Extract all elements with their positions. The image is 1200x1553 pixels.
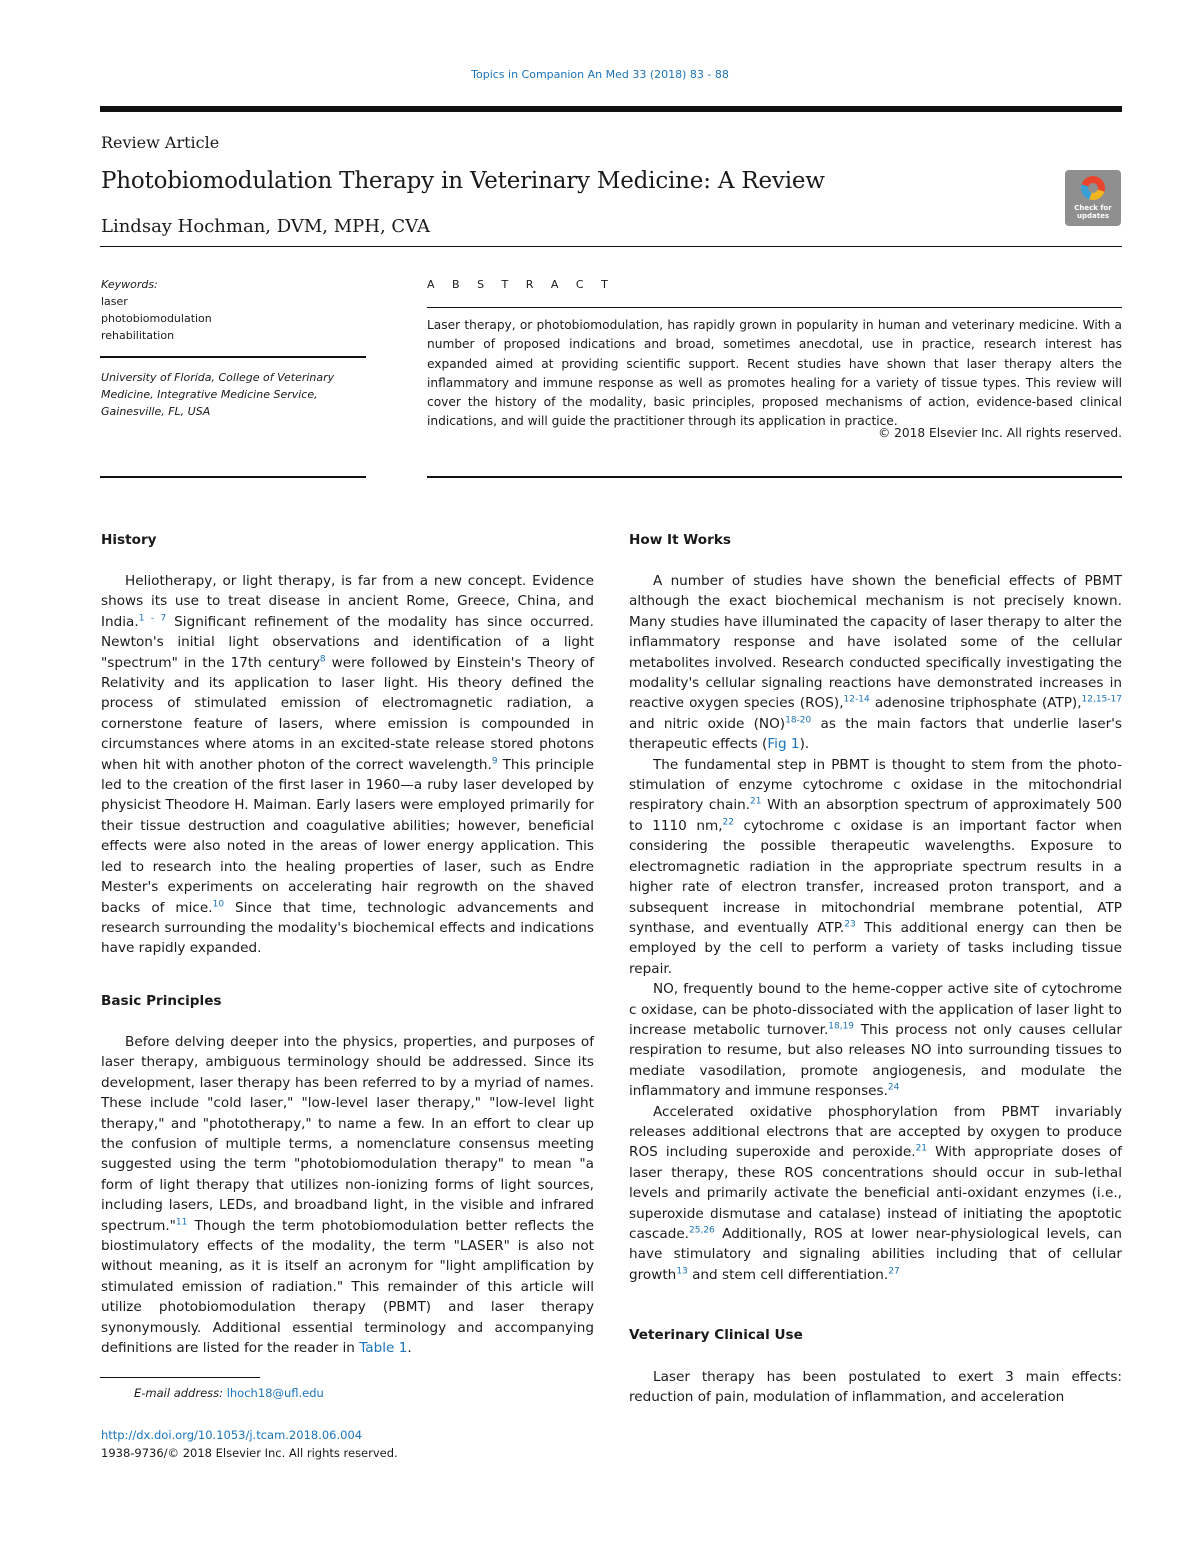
text-run: were followed by Einstein's Theory of Relativity and its application to laser light. His theory defined the process of stimulated emission of electromagnetic radiation, a cornerstone feature of lasers, where emission is compounded in circumstances where atoms in an excited-state release stored photons when hit with another photon of the correct wavelength.: [101, 654, 595, 773]
abstract-divider: [427, 307, 1122, 308]
paragraph: [629, 755, 1122, 979]
citation-link[interactable]: 25,26: [689, 1225, 715, 1236]
paragraph: [629, 571, 1122, 755]
keyword-item: photobiomodulation: [101, 312, 212, 325]
citation-link[interactable]: 9: [491, 756, 498, 767]
paragraph: Laser therapy has been postulated to exert 3 main effects: reduction of pain, modulation of inflammation, and acceleration: [629, 1369, 1122, 1406]
sidebar-divider: [100, 476, 366, 478]
doi-link[interactable]: http://dx.doi.org/10.1053/j.tcam.2018.06.004: [101, 1428, 363, 1442]
email-link[interactable]: lhoch18@ufl.edu: [226, 1386, 324, 1400]
citation-link[interactable]: 24: [887, 1082, 900, 1093]
sidebar-divider: [100, 356, 366, 358]
citation-link[interactable]: 11: [175, 1217, 188, 1228]
email-label: E-mail address:: [134, 1386, 224, 1400]
paragraph: [629, 1102, 1122, 1286]
author-affiliation: University of Florida, College of Veterinary Medicine, Integrative Medicine Service, Gainesville, FL, USA: [101, 371, 335, 418]
footnote-divider: [100, 1377, 260, 1378]
text-run: Additionally, ROS at lower near-physiological levels, can have stimulatory and signaling abilities including that of cellular growth: [629, 1226, 1122, 1283]
citation-link[interactable]: 18-20: [785, 715, 812, 726]
text-run: This principle led to the creation of the first laser in 1960—a ruby laser developed by physicist Theodore H. Maiman. Early lasers were employed primarily for their tissue destruction and coagulative abilities; however, beneficial effects were also noted in the areas of lower energy application. This led to research into the healing properties of laser, such as Endre Mester's experiments on accelerating hair regrowth on the shaved backs of mice.: [101, 756, 594, 916]
citation-link[interactable]: 21: [750, 796, 762, 807]
citation-link[interactable]: 10: [212, 898, 225, 909]
copyright-notice: © 2018 Elsevier Inc. All rights reserved.: [878, 426, 1122, 440]
section-body-veterinary-clinical-use: [629, 1367, 1122, 1408]
text-run: The fundamental step in PBMT is thought to stem from the photo-stimulation of enzyme cytochrome c oxidase in the mitochondrial respiratory chain.: [629, 756, 1122, 814]
article-type-label: Review Article: [101, 133, 220, 152]
citation-link[interactable]: 18,19: [828, 1021, 855, 1032]
text-run: With an absorption spectrum of approximately 500 to 1110 nm,: [629, 797, 1122, 834]
text-run: cytochrome c oxidase is an important factor when considering the possible therapeutic wavelengths. Exposure to electromagnetic radiation in the appropriate spectrum results in a higher rate of electron transfer, increased proton transport, and a subsequent increase in mitochondrial membrane potential, ATP synthase, and eventually ATP.: [629, 817, 1122, 936]
abstract-text: Laser therapy, or photobiomodulation, has rapidly grown in popularity in human and veterinary medicine. With a number of proposed indications and broad, sometimes anecdotal, use in practice, research interest has expanded aimed at providing scientific support. Recent studies have shown that laser therapy alters the inflammatory and immune response as well as promotes healing for a variety of tissue types. This review will cover the history of the modality, basic principles, proposed mechanisms of action, evidence-based clinical indications, and will guide the practitioner through its application in practice.: [427, 318, 1122, 429]
top-divider: [100, 106, 1122, 112]
citation-link[interactable]: 27: [888, 1266, 900, 1277]
text-run: This additional energy can then be employed by the cell to perform a variety of tasks including tissue repair.: [629, 919, 1123, 977]
email-footnote: [134, 1386, 324, 1400]
issn-copyright: 1938-9736/© 2018 Elsevier Inc. All rights reserved.: [101, 1446, 398, 1460]
citation-link[interactable]: 8: [319, 654, 326, 665]
check-for-updates-button[interactable]: [1065, 170, 1121, 226]
text-run: Significant refinement of the modality has since occurred. Newton's initial light observations and identification of a light "spectrum" in the 17th century: [101, 613, 595, 671]
text-run: adenosine triphosphate (ATP),: [869, 695, 1082, 712]
table-1-link[interactable]: Table 1: [359, 1340, 408, 1357]
keyword-item: rehabilitation: [101, 329, 175, 342]
keywords-block: [101, 276, 371, 344]
journal-citation-link[interactable]: Topics in Companion An Med 33 (2018) 83 - 88: [471, 68, 729, 81]
paragraph: [101, 571, 594, 959]
text-run: Before delving deeper into the physics, properties, and purposes of laser therapy, ambiguous terminology should be addressed. Since its development, laser therapy has been referred to by a myriad of names. These include "cold laser," "low-level laser therapy," "low-level light therapy," and "phototherapy," to name a few. In an effort to clear up the confusion of multiple terms, a nomenclature consensus meeting suggested using the term "photobiomodulation therapy" to mean "a form of light therapy that utilizes non-ionizing forms of light sources, including lasers, LEDs, and broadband light, in the visible and infrared spectrum.": [101, 1034, 594, 1234]
citation-link[interactable]: 23: [844, 919, 856, 930]
section-heading-history: History: [101, 532, 157, 548]
text-run: Since that time, technologic advancements and research surrounding the modality's biochemical effects and indications have rapidly expanded.: [101, 899, 594, 957]
text-run: NO, frequently bound to the heme-copper active site of cytochrome c oxidase, can be photo-dissociated with the application of laser light to increase metabolic turnover.: [629, 981, 1122, 1038]
citation-link[interactable]: 13: [676, 1266, 688, 1277]
section-body-basic-principles: [101, 1032, 594, 1359]
paragraph: [101, 1032, 594, 1359]
text-run: Though the term photobiomodulation better reflects the biostimulatory effects of the modality, the term "LASER" is also not without meaning, as it is itself an acronym for "light amplification by stimulated emission of radiation." This remainder of this article will utilize photobiomodulation therapy (PBMT) and laser therapy synonymously. Additional essential terminology and accompanying definitions are listed for the reader in: [101, 1217, 594, 1357]
citation-link[interactable]: 12,15-17: [1081, 694, 1122, 705]
text-run: A number of studies have shown the beneficial effects of PBMT although the exact biochemical mechanism is not precisely known. Many studies have illuminated the capacity of laser therapy to alter the inflammatory response and have isolated some of the cellular metabolites involved. Research conducted specifically investigating the modality's cellular signaling reactions have demonstrated increases in reactive oxygen species (ROS),: [629, 573, 1122, 712]
citation-link[interactable]: 22: [722, 817, 734, 828]
crossmark-label: Check for updates: [1074, 204, 1112, 220]
abstract-divider: [427, 476, 1122, 478]
text-run: and stem cell differentiation.: [687, 1266, 889, 1283]
text-run: With appropriate doses of laser therapy, these ROS concentrations should occur in sub-lethal levels and primarily activate the beneficial anti-oxidant enzymes (i.e., superoxide dismutase and catalase) instead of initiating the apoptotic cascade.: [629, 1144, 1122, 1242]
keywords-title: Keywords:: [101, 278, 158, 291]
section-heading-how-it-works: How It Works: [629, 532, 731, 548]
section-body-history: [101, 571, 594, 959]
section-heading-veterinary-clinical-use: Veterinary Clinical Use: [629, 1327, 803, 1343]
text-run: Accelerated oxidative phosphorylation from PBMT invariably releases additional electrons that are accepted by oxygen to produce ROS including superoxide and peroxide.: [629, 1103, 1122, 1161]
text-run: and nitric oxide (NO): [629, 715, 786, 732]
text-run: This process not only causes cellular respiration to resume, but also releases NO into surrounding tissues to mediate vasodilation, promote angiogenesis, and modulate the inflammatory and immune responses.: [629, 1021, 1122, 1100]
citation-link[interactable]: 12-14: [843, 694, 870, 705]
section-body-how-it-works: [629, 571, 1122, 1285]
text-run: Heliotherapy, or light therapy, is far from a new concept. Evidence shows its use to treat disease in ancient Rome, Greece, China, and India.: [101, 573, 594, 630]
article-title: Photobiomodulation Therapy in Veterinary Medicine: A Review: [101, 168, 825, 194]
keyword-item: laser: [101, 295, 128, 308]
section-heading-basic-principles: Basic Principles: [101, 993, 222, 1009]
text-run: ).: [799, 736, 810, 753]
figure-1-link[interactable]: Fig 1: [767, 736, 800, 753]
abstract-heading: A B S T R A C T: [427, 278, 615, 291]
header-divider: [100, 246, 1122, 247]
citation-link[interactable]: 21: [915, 1143, 928, 1154]
citation-link[interactable]: 1 - 7: [138, 613, 167, 624]
text-run: .: [407, 1340, 412, 1357]
author-name: Lindsay Hochman, DVM, MPH, CVA: [101, 216, 430, 237]
crossmark-icon: [1081, 176, 1105, 200]
text-run: as the main factors that underlie laser's therapeutic effects (: [629, 715, 1122, 753]
paragraph: [629, 979, 1122, 1101]
